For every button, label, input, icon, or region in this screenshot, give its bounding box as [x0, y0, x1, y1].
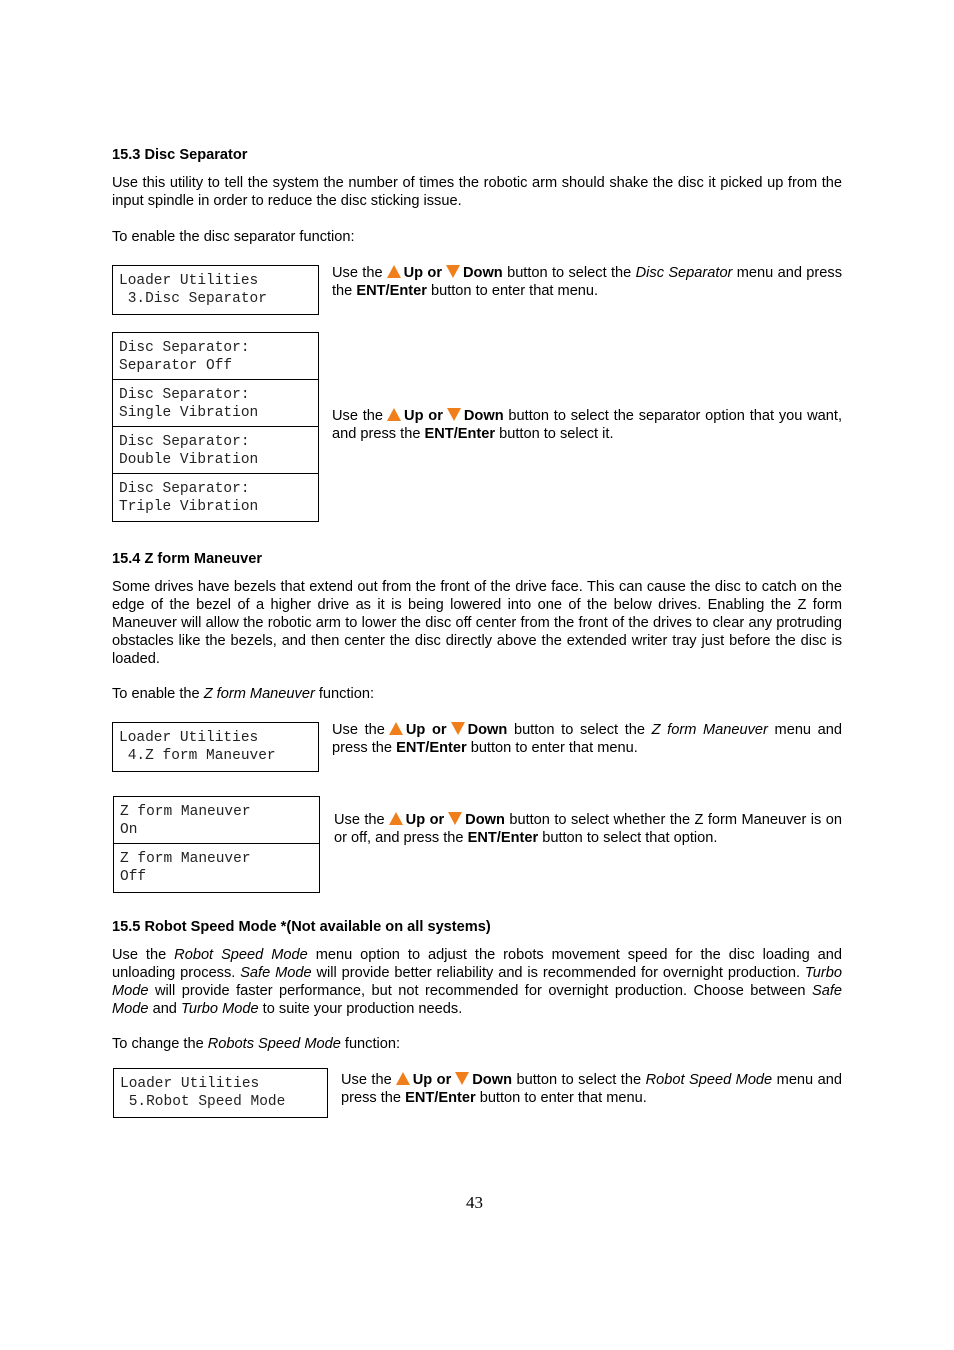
- text: to suite your production needs.: [262, 1001, 463, 1017]
- disc-separator-intro: Use this utility to tell the system the number of times the robotic arm should shake the disc it picked up from the input spindle in order to reduce the disc sticking issue.: [112, 175, 842, 209]
- text: button to enter that menu.: [470, 740, 638, 756]
- text: will provide faster performance, but not recommended for overnight production. Choose between: [155, 983, 806, 999]
- text: button to select the: [507, 265, 632, 281]
- text: Use the: [332, 408, 384, 424]
- text: button to select whether the Z form Maneuver is on or off, and press the: [334, 812, 843, 846]
- robot-speed-change-text: [112, 1035, 400, 1053]
- text: menu and press the: [332, 722, 843, 756]
- menu-name: Robot Speed Mode: [645, 1072, 773, 1088]
- text: menu option to adjust the robots movement speed for the disc loading and unloading process.: [112, 947, 842, 981]
- z-form-enable-text: [112, 685, 374, 703]
- lcd-line-1: Z form Maneuver: [120, 851, 251, 867]
- ent-label: ENT/Enter: [405, 1090, 476, 1106]
- page-number: 43: [466, 1193, 483, 1212]
- down-arrow-icon: [447, 408, 461, 421]
- up-arrow-icon: [396, 1072, 410, 1085]
- down-arrow-icon: [446, 265, 460, 278]
- ent-label: ENT/Enter: [424, 426, 496, 442]
- down-label: Down: [463, 265, 503, 281]
- lcd-loader-utilities-robot-speed: [113, 1068, 328, 1118]
- lcd-line-1: Loader Utilities: [119, 730, 259, 746]
- text: button to select that option.: [542, 830, 718, 846]
- text: will provide better reliability and is recommended for overnight production.: [316, 965, 801, 981]
- menu-name: Robot Speed Mode: [174, 947, 308, 963]
- disc-separator-step-2: [332, 407, 842, 443]
- down-label: Down: [463, 408, 504, 424]
- text: button to select the separator option that you want, and press the: [332, 408, 843, 442]
- text: Use the: [332, 722, 385, 738]
- z-form-intro: Some drives have bezels that extend out from the front of the drive face. This can cause the disc to catch on the edge of the bezel of a higher drive as it is being lowered into one of the below drives. Enabling the Z form Maneuver will allow the robotic arm to lower the disc off center from the front of the drives to clear any protruding obstacles like the bezels, and then center the disc directly above the extended writer tray just before the disc is loaded.: [112, 579, 842, 667]
- menu-name: Z form Maneuver: [203, 686, 315, 702]
- lcd-line-1: Loader Utilities: [120, 1076, 260, 1092]
- text: button to select it.: [499, 426, 614, 442]
- ent-label: ENT/Enter: [396, 740, 467, 756]
- lcd-line-2: Single Vibration: [119, 404, 259, 421]
- down-label: Down: [472, 1072, 512, 1088]
- mode-name: Safe Mode: [112, 983, 842, 1017]
- up-arrow-icon: [389, 812, 403, 825]
- text: button to enter that menu.: [430, 283, 599, 299]
- text: Use the: [112, 947, 167, 963]
- text: button to select the: [513, 722, 645, 738]
- lcd-line-1: Loader Utilities: [119, 273, 259, 289]
- lcd-loader-utilities-z-form: [112, 722, 319, 772]
- lcd-line-1: Disc Separator:: [119, 434, 250, 450]
- menu-name: Robots Speed Mode: [207, 1036, 341, 1052]
- up-label: Up: [403, 265, 424, 281]
- mode-name: Turbo Mode: [112, 965, 842, 999]
- text: and: [152, 1001, 177, 1017]
- up-label: Up: [404, 408, 424, 424]
- text: To change the: [112, 1036, 204, 1052]
- lcd-line-1: Disc Separator:: [119, 387, 250, 403]
- section-heading-robot-speed-mode: 15.5 Robot Speed Mode *(Not available on all systems): [112, 919, 491, 935]
- or-label: or: [429, 812, 445, 828]
- down-label: Down: [467, 722, 508, 738]
- text: Use the: [334, 812, 385, 828]
- down-arrow-icon: [448, 812, 462, 825]
- lcd-line-1: Disc Separator:: [119, 340, 250, 356]
- lcd-z-form-options: [113, 796, 320, 893]
- lcd-line-1: Z form Maneuver: [120, 804, 251, 820]
- menu-name: Disc Separator: [635, 265, 733, 281]
- lcd-option-on: [114, 797, 319, 844]
- lcd-option-single-vibration: [113, 380, 318, 427]
- lcd-option-separator-off: [113, 333, 318, 380]
- down-label: Down: [465, 812, 505, 828]
- disc-separator-enable-text: To enable the disc separator function:: [112, 229, 355, 245]
- lcd-line-2: Off: [120, 868, 147, 885]
- or-label: or: [427, 265, 442, 281]
- text: menu and press the: [332, 265, 842, 299]
- up-label: Up: [412, 1072, 433, 1088]
- lcd-option-double-vibration: [113, 427, 318, 474]
- section-heading-disc-separator: 15.3 Disc Separator: [112, 147, 248, 163]
- up-arrow-icon: [387, 408, 401, 421]
- mode-name: Safe Mode: [240, 965, 312, 981]
- up-arrow-icon: [387, 265, 401, 278]
- or-label: or: [436, 1072, 452, 1088]
- z-form-step-1: [332, 721, 842, 757]
- lcd-loader-utilities-disc-separator: [112, 265, 319, 315]
- section-heading-z-form-maneuver: 15.4 Z form Maneuver: [112, 551, 263, 567]
- lcd-line-1: Disc Separator:: [119, 481, 250, 497]
- robot-speed-intro: [112, 946, 842, 1018]
- down-arrow-icon: [455, 1072, 469, 1085]
- lcd-line-2: On: [120, 821, 138, 838]
- text: Use the: [341, 1072, 392, 1088]
- up-label: Up: [405, 722, 426, 738]
- lcd-line-2: 3.Disc Separator: [119, 290, 267, 307]
- text: button to select the: [516, 1072, 642, 1088]
- ent-label: ENT/Enter: [356, 283, 427, 299]
- lcd-line-2: Triple Vibration: [119, 498, 259, 515]
- ent-label: ENT/Enter: [467, 830, 539, 846]
- z-form-step-2: [334, 811, 842, 847]
- lcd-line-2: 4.Z form Maneuver: [119, 747, 276, 764]
- text: Use the: [332, 265, 383, 281]
- text: function:: [318, 686, 375, 702]
- lcd-option-triple-vibration: [113, 474, 318, 521]
- up-arrow-icon: [389, 722, 403, 735]
- lcd-line-2: 5.Robot Speed Mode: [120, 1093, 286, 1110]
- text: menu and press the: [341, 1072, 842, 1106]
- lcd-line-2: Separator Off: [119, 357, 233, 374]
- text: To enable the: [112, 686, 200, 702]
- or-label: or: [431, 722, 447, 738]
- text: function:: [344, 1036, 401, 1052]
- text: button to enter that menu.: [479, 1090, 647, 1106]
- disc-separator-step-1: [332, 264, 842, 300]
- robot-speed-step-1: [341, 1071, 842, 1107]
- lcd-option-off: [114, 844, 319, 892]
- mode-name: Turbo Mode: [181, 1001, 259, 1017]
- lcd-disc-separator-options: [112, 332, 319, 522]
- down-arrow-icon: [451, 722, 465, 735]
- lcd-line-2: Double Vibration: [119, 451, 259, 468]
- or-label: or: [428, 408, 443, 424]
- menu-name: Z form Maneuver: [651, 722, 768, 738]
- up-label: Up: [405, 812, 426, 828]
